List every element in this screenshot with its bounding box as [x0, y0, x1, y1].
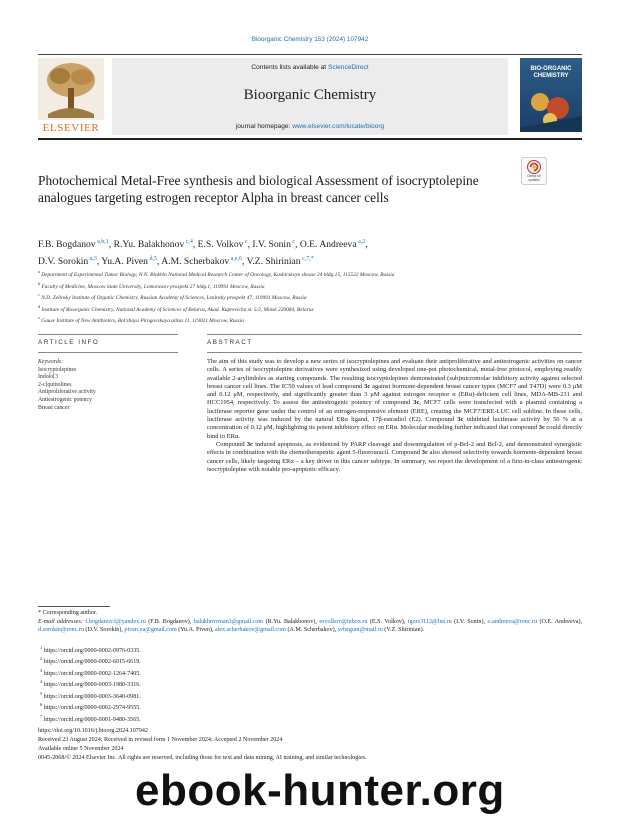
affiliation-marker: b [38, 280, 41, 286]
email-link[interactable]: piven.ya@gmail.com [124, 627, 177, 634]
orcid-number: 7 [40, 713, 43, 719]
affiliation-text: N.D. Zelinsky Institute of Organic Chemistry, Russian Academy of Sciences, Leninsky prospekt 47, 119991 Moscow, Russia [41, 294, 307, 301]
journal-cover-image[interactable] [520, 58, 582, 132]
abstract-paragraph-2: Compound 3c induced apoptosis, as evidenced by PARP cleavage and downregulation of p-Bcl-2 and Bcl-2, and demonstrated synergistic effects in combination with the chemotherapeutic agent 5-fluorouracil. Compound 3c also showed selectivity towards hormone-dependent breast cancer cells, likely targeting ERα – a key driver in this cancer subtype. In summary, we report the development of a first-in-class antiestrogenic isocryptolepine with notable pro-apoptotic efficacy. [207, 440, 582, 473]
abstract-rule [207, 334, 582, 335]
affiliation-marker: e [38, 315, 40, 321]
journal-name: Bioorganic Chemistry [243, 87, 377, 103]
author-name[interactable]: I.V. Sonin [252, 239, 291, 251]
header-top-rule [38, 54, 582, 55]
check-updates-icon [527, 160, 541, 174]
contents-available-line: Contents lists available at ScienceDirect [251, 64, 369, 71]
author-name[interactable]: Yu.A. Piven [101, 256, 148, 268]
author-affiliation-marker[interactable]: c,7,* [300, 256, 314, 263]
watermark-text: ebook-hunter.org [135, 766, 505, 815]
orcid-item [38, 667, 584, 678]
cover-title: BIO-ORGANIC CHEMISTRY [530, 66, 572, 79]
author-affiliation-marker[interactable]: d,5 [147, 256, 157, 263]
affiliation-item [38, 314, 582, 326]
affiliation-marker: c [38, 292, 40, 298]
keyword-item: Antiestrogenic potency [38, 396, 92, 403]
available-online-date: Available online 5 November 2024 [38, 746, 124, 752]
orcid-url[interactable]: https://orcid.org/0000-0003-3640-0981. [43, 693, 141, 700]
orcid-url[interactable]: https://orcid.org/0000-0002-2974-9555. [43, 705, 141, 712]
author-name[interactable]: O.E. Andreeva [299, 239, 357, 251]
orcid-url[interactable]: https://orcid.org/0000-0001-9480-3565. [43, 716, 141, 723]
abstract-heading: ABSTRACT [207, 339, 253, 346]
orcid-number: 2 [40, 656, 43, 662]
author-affiliation-marker[interactable]: a,b,1 [95, 239, 109, 245]
keyword-item: Breast cancer [38, 404, 70, 411]
elsevier-wordmark: ELSEVIER [42, 122, 100, 134]
sciencedirect-link[interactable]: ScienceDirect [327, 64, 369, 71]
author-affiliation-marker[interactable]: a,3 [88, 256, 97, 263]
orcid-item [38, 713, 584, 724]
orcid-number: 6 [40, 702, 43, 708]
keywords-block [38, 359, 178, 412]
orcid-url[interactable]: https://orcid.org/0000-0002-1264-7405. [43, 670, 141, 677]
copyright-line: 0045-2068/© 2024 Elsevier Inc. All rights are reserved, including those for text and data mining, AI training, and similar technologies. [38, 755, 367, 761]
email-link[interactable]: f.bogdanov.f@yandex.ru [85, 619, 146, 625]
author-affiliation-marker[interactable]: a,2 [356, 239, 366, 245]
abstract-paragraph-1: The aim of this study was to develop a new series of isocryptolepines and evaluate their antiproliferative and antiestrogenic activities on cancer cells. A series of isocryptolepine derivatives were synthesized using developed one-pot photochemical, metal-free protocol, employing readily available 2-arylindoles as starting compounds. The resulting isocryptolepines demonstrated (sub)micromolar inhibitory activity against selected breast cancer cell lines. The IC50 values of lead compound 3c against hormone-dependent breast cancer types (MCF7 and T47D) were 0.3 μM and 0.12 μM, respectively, and significantly greater than 3 μM against estrogen receptor α (ERα)-deficient cell lines, MDA-MB-231 and HCC1954, respectively. To assess the antiestrogenic potency of compound 3c, MCF7 cells were transfected with a plasmid containing a luciferase reporter gene under the control of an estrogen-responsive element (ERE), creating the MCF7/ERE-LUC cell subline. In these cells, luciferase activity was induced by the natural ERα ligand, 17β-estradiol (E2). Compound 3c inhibited luciferase activity by 50 % at a concentration of 0.12 μM, highlighting its potent inhibitory effect on ERα. Molecular modeling further indicated that compound 3c could directly bind to ERα. [207, 358, 582, 440]
check-for-updates-badge[interactable] [521, 157, 547, 185]
orcid-number: 3 [40, 667, 43, 673]
affiliation-list [38, 268, 582, 326]
email-link[interactable]: svbegunt@mail.ru [337, 627, 383, 634]
header-bottom-rule [38, 138, 582, 140]
affiliation-item [38, 280, 582, 292]
email-link[interactable]: balakhnvrman3@gmail.com [193, 619, 264, 625]
keywords-label: Keywords: [38, 359, 63, 365]
email-link[interactable]: igors3112@list.ru [407, 619, 452, 625]
author-name[interactable]: F.B. Bogdanov [38, 239, 96, 251]
author-name[interactable]: E.S. Volkov [197, 239, 244, 251]
email-link[interactable]: d.sorokin@ronc.ru [38, 627, 84, 634]
affiliation-text: Department of Experimental Tumor Biology, N.N. Blokhin National Medical Research Center of Oncology, Kashirskoye shosse 24 bldg.15, 115522 Moscow, Russia [41, 271, 395, 278]
author-name[interactable]: A.M. Scherbakov [161, 256, 230, 268]
affiliation-text: Faculty of Medicine, Moscow State University, Lomonosov prospekt 27 bldg.1, 119991 Moscow, Russia [41, 283, 265, 290]
author-name[interactable]: V.Z. Shirinian [246, 256, 301, 268]
elsevier-tree-logo [38, 58, 104, 132]
footnote-rule [38, 606, 110, 607]
email-link[interactable]: esvolkov@inbox.ru [319, 619, 368, 625]
affiliation-marker: a [38, 269, 40, 274]
keyword-item: Antiproliferative activity [38, 389, 96, 396]
affiliation-marker: d [38, 303, 41, 309]
email-link[interactable]: alex.scherbakov@gmail.com [215, 627, 286, 634]
email-label: E-mail addresses: [38, 619, 86, 625]
article-title: Photochemical Metal-Free synthesis and biological Assessment of isocryptolepine analogues targeting estrogen receptor Alpha in breast cancer cells [38, 173, 479, 205]
author-affiliation-marker[interactable]: c,4 [184, 239, 193, 245]
email-link[interactable]: o.andreeva@ronc.ru [487, 619, 538, 625]
author-affiliation-marker[interactable]: a,e,6 [229, 256, 243, 263]
affiliation-text: Institute of Bioorganic Chemistry, National Academy of Sciences of Belarus, Akad. Kuprevicha st. 5/2, Minsk 220084, Belarus [41, 306, 314, 313]
received-dates: Received 23 August 2024; Received in revised form 1 November 2024; Accepted 2 November 2024 [38, 737, 283, 743]
orcid-list [38, 644, 584, 724]
journal-homepage-link[interactable]: www.elsevier.com/locate/bioorg [292, 123, 385, 130]
orcid-url[interactable]: https://orcid.org/0000-0002-6015-6619. [43, 659, 141, 666]
orcid-item [38, 644, 584, 655]
abstract-rule-2 [207, 352, 582, 353]
article-info-heading: ARTICLE INFO [38, 339, 100, 346]
orcid-url[interactable]: https://orcid.org/0000-0003-1980-3316. [43, 682, 141, 689]
author-name[interactable]: D.V. Sorokin [38, 256, 89, 268]
abstract-text [207, 358, 582, 474]
keyword-item: 2-c]quinolines [38, 381, 72, 388]
author-name[interactable]: R.Yu. Balakhonov [113, 239, 185, 251]
orcid-number: 4 [40, 679, 43, 685]
article-info-rule [38, 334, 178, 335]
corresponding-author-note: * Corresponding author. [38, 610, 98, 616]
keyword-item: Indolo[3 [38, 374, 58, 381]
author-affiliation-marker[interactable]: c [290, 239, 296, 245]
orcid-number: 5 [40, 690, 43, 696]
orcid-url[interactable]: https://orcid.org/0000-0002-0976-0335. [43, 648, 141, 655]
affiliation-item [38, 291, 582, 303]
orcid-item [38, 701, 584, 712]
orcid-item [38, 690, 584, 701]
journal-reference-link[interactable]: Bioorganic Chemistry 153 (2024) 107942 [251, 36, 369, 43]
check-updates-label: Check for updates [527, 174, 541, 182]
affiliation-item [38, 268, 582, 280]
orcid-number: 1 [40, 645, 43, 650]
orcid-item [38, 678, 584, 689]
article-info-rule-2 [38, 352, 178, 353]
email-addresses: E-mail addresses: f.bogdanov.f@yandex.ru (F.B. Bogdanov), balakhnvrman3@gmail.com (R.Yu. Balakhonov), esvolkov@inbox.ru (E.S. Volkov), igors3112@list.ru (I.V. Sonin), o.andreeva@ronc.ru (O.E. Andreeva), d.sorokin@ronc.ru (D.V. Sorokin), piven.ya@gmail.com (Yu.A. Piven), alex.scherbakov@gmail.com (A.M. Scherbakov), svbegunt@mail.ru (V.Z. Shirinian). [38, 619, 583, 634]
journal-homepage-line: journal homepage: www.elsevier.com/locate/bioorg [235, 123, 385, 130]
affiliation-item [38, 303, 582, 315]
keyword-item: Isocryptolepines [38, 366, 77, 373]
orcid-item [38, 655, 584, 666]
author-list: F.B. Bogdanov $^{a,b,1}$, R.Yu. Balakhonov $^{c,4}$, E.S. Volkov $^c$, I.V. Sonin $^c$, O.E. Andreeva $^{a,2}$, D.V. Sorokin $^{a,3}$, Yu.A. Piven $^{d,5}$, A.M. Scherbakov $^{a,e,6}$, V.Z. Shirinian $^{c,7,*}$ [38, 239, 368, 268]
author-affiliation-marker[interactable]: c [243, 239, 248, 245]
affiliation-text: Gause Institute of New Antibiotics, Bol'shaya Pirogovskaya ulitsa 11, 119021 Moscow, Russia [41, 318, 244, 325]
doi-link[interactable]: https://doi.org/10.1016/j.bioorg.2024.107942 [38, 728, 148, 734]
